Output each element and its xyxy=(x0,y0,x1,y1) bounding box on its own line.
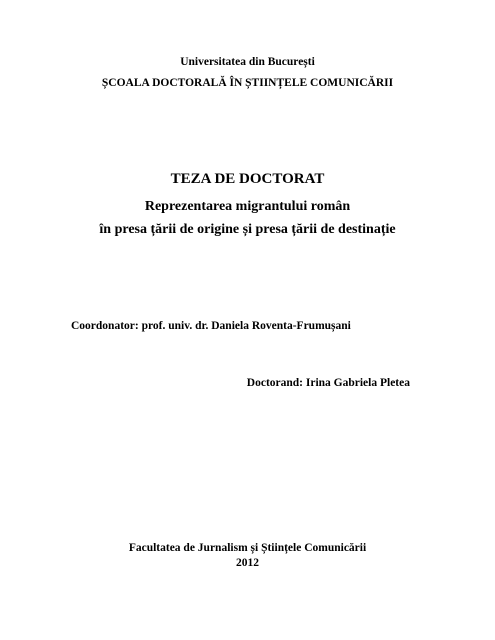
doctoral-school-name: ȘCOALA DOCTORALĂ ÎN ȘTIINȚELE COMUNICĂRII xyxy=(101,77,394,89)
coordinator-line: Coordonator: prof. univ. dr. Daniela Roventa-Frumușani xyxy=(71,320,351,332)
faculty-name: Facultatea de Jurnalism și Științele Comunicării xyxy=(128,542,367,554)
university-name: Universitatea din București xyxy=(180,56,315,68)
candidate-line: Doctorand: Irina Gabriela Pletea xyxy=(246,377,410,389)
thesis-label: TEZA DE DOCTORAT xyxy=(170,171,325,187)
thesis-title-line-2: în presa țării de origine și presa țării de destinație xyxy=(99,222,396,237)
thesis-title-line-1: Reprezentarea migrantului român xyxy=(144,199,351,214)
year: 2012 xyxy=(236,557,259,569)
